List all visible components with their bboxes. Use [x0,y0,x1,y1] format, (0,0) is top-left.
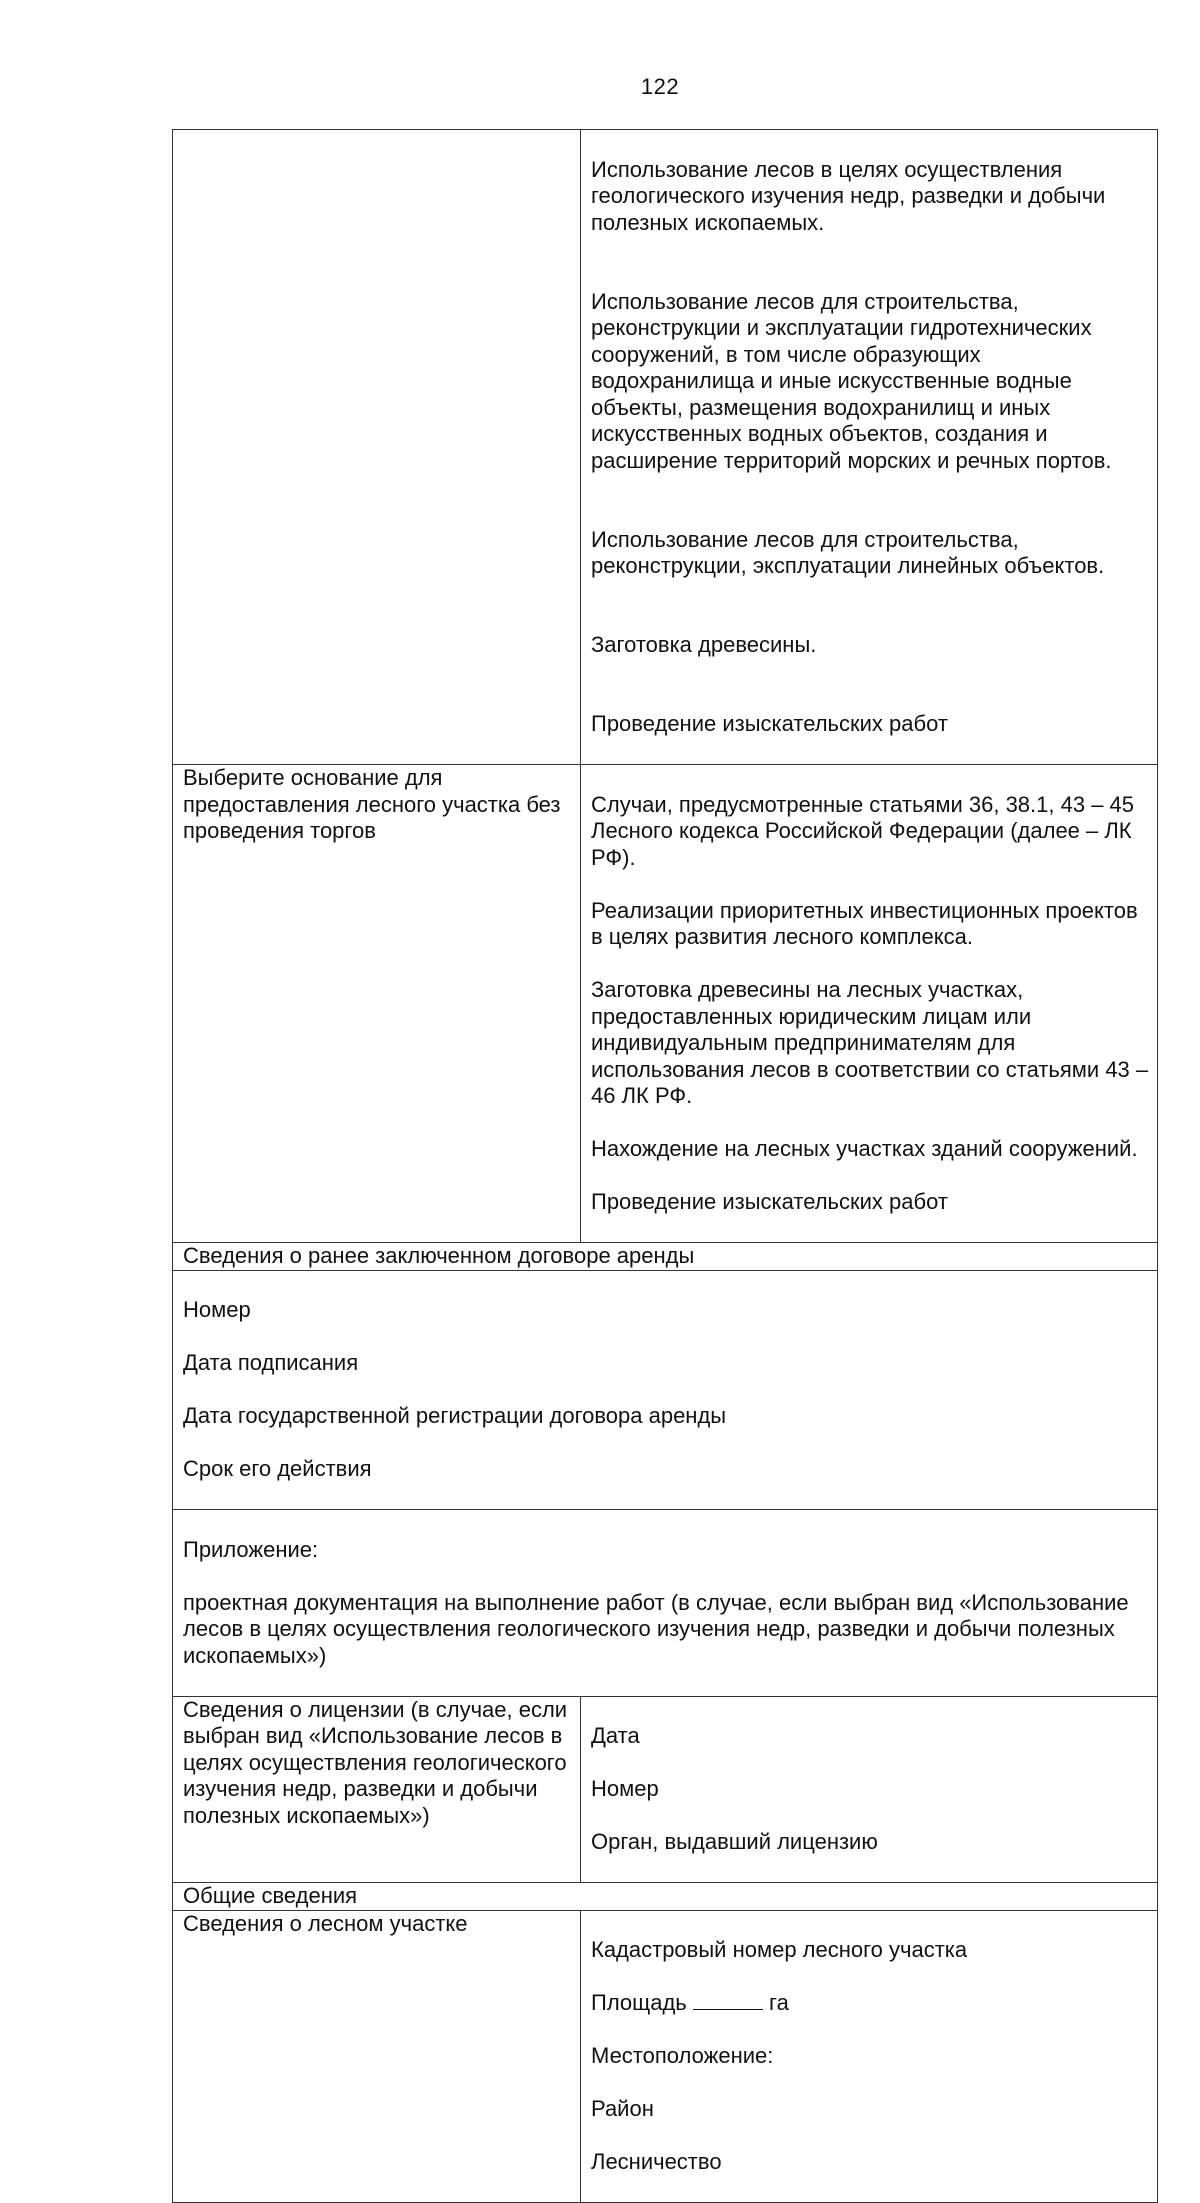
prev-lease-term: Срок его действия [183,1456,372,1481]
plot-area [591,1990,1149,2017]
page-number: 122 [640,74,680,99]
license-number: Номер [591,1776,659,1801]
plot-cadastral-number: Кадастровый номер лесного участка [591,1937,968,1962]
attachment-cell [173,1510,1158,1697]
license-date: Дата [591,1723,640,1748]
plot-location: Местоположение: [591,2043,774,2068]
license-fields-cell [581,1696,1158,1883]
prev-lease-sign-date: Дата подписания [183,1350,359,1375]
basis-option-timber: Заготовка древесины на лесных участках, предоставленных юридическим лицам или индивидуальным предпринимателям для использования лесов в соответствии со статьями 43 – 46 ЛК РФ. [591,977,1149,1108]
attachment-title: Приложение: [183,1536,319,1562]
prev-lease-number: Номер [183,1297,251,1322]
prev-lease-header: Сведения о ранее заключенном договоре аренды [173,1243,1158,1271]
usage-option-timber: Заготовка древесины. [591,632,817,657]
license-issuer: Орган, выдавший лицензию [591,1829,878,1854]
usage-option-survey: Проведение изыскательских работ [591,711,948,736]
basis-option-investment: Реализации приоритетных инвестиционных проектов в целях развития лесного комплекса. [591,897,1138,949]
application-form-table [172,129,1158,2203]
basis-option-survey: Проведение изыскательских работ [591,1189,948,1214]
table-row-basis [173,765,1158,1243]
table-row-prev-lease-fields [173,1270,1158,1510]
table-row-attachment [173,1510,1158,1697]
table-row-license [173,1696,1158,1883]
basis-option-buildings: Нахождение на лесных участках зданий сооружений. [591,1136,1138,1161]
license-label-cell: Сведения о лицензии (в случае, если выбран вид «Использование лесов в целях осуществления геологического изучения недр, разведки и добычи полезных ископаемых») [173,1696,581,1883]
plot-area-label: Площадь [591,1990,687,2015]
prev-lease-registration-date: Дата государственной регистрации договора аренды [183,1403,727,1428]
basis-label-cell: Выберите основание для предоставления лесного участка без проведения торгов [173,765,581,1243]
general-info-header: Общие сведения [173,1883,1158,1911]
plot-district: Район [591,2096,654,2121]
basis-option-articles: Случаи, предусмотренные статьями 36, 38.1, 43 – 45 Лесного кодекса Российской Федерации (далее – ЛК РФ). [591,791,1135,870]
plot-area-blank [693,1991,763,2010]
table-row-general-header [173,1883,1158,1911]
usage-option-hydro: Использование лесов для строительства, реконструкции и эксплуатации гидротехнических сооружений, в том числе образующих водохранилища и иные искусственные водные объекты, размещения водохранилищ и иных искусственных водных объектов, создания и расширение территорий морских и речных портов. [591,288,1112,473]
basis-options-cell [581,765,1158,1243]
prev-lease-fields-cell [173,1270,1158,1510]
usage-option-linear: Использование лесов для строительства, реконструкции, эксплуатации линейных объектов. [591,526,1105,578]
table-row-usage-types [173,130,1158,765]
usage-types-options-cell [581,130,1158,765]
plot-fields-cell [581,1910,1158,2203]
table-row-plot [173,1910,1158,2203]
attachment-text: проектная документация на выполнение работ (в случае, если выбран вид «Использование лесов в целях осуществления геологического изучения недр, разведки и добычи полезных ископаемых») [183,1589,1129,1668]
usage-types-label-cell [173,130,581,765]
usage-option-geology: Использование лесов в целях осуществления геологического изучения недр, разведки и добычи полезных ископаемых. [591,156,1106,235]
plot-label-cell: Сведения о лесном участке [173,1910,581,2203]
plot-forestry: Лесничество [591,2149,722,2174]
plot-area-unit: га [769,1990,789,2015]
table-row-prev-lease-header [173,1243,1158,1271]
